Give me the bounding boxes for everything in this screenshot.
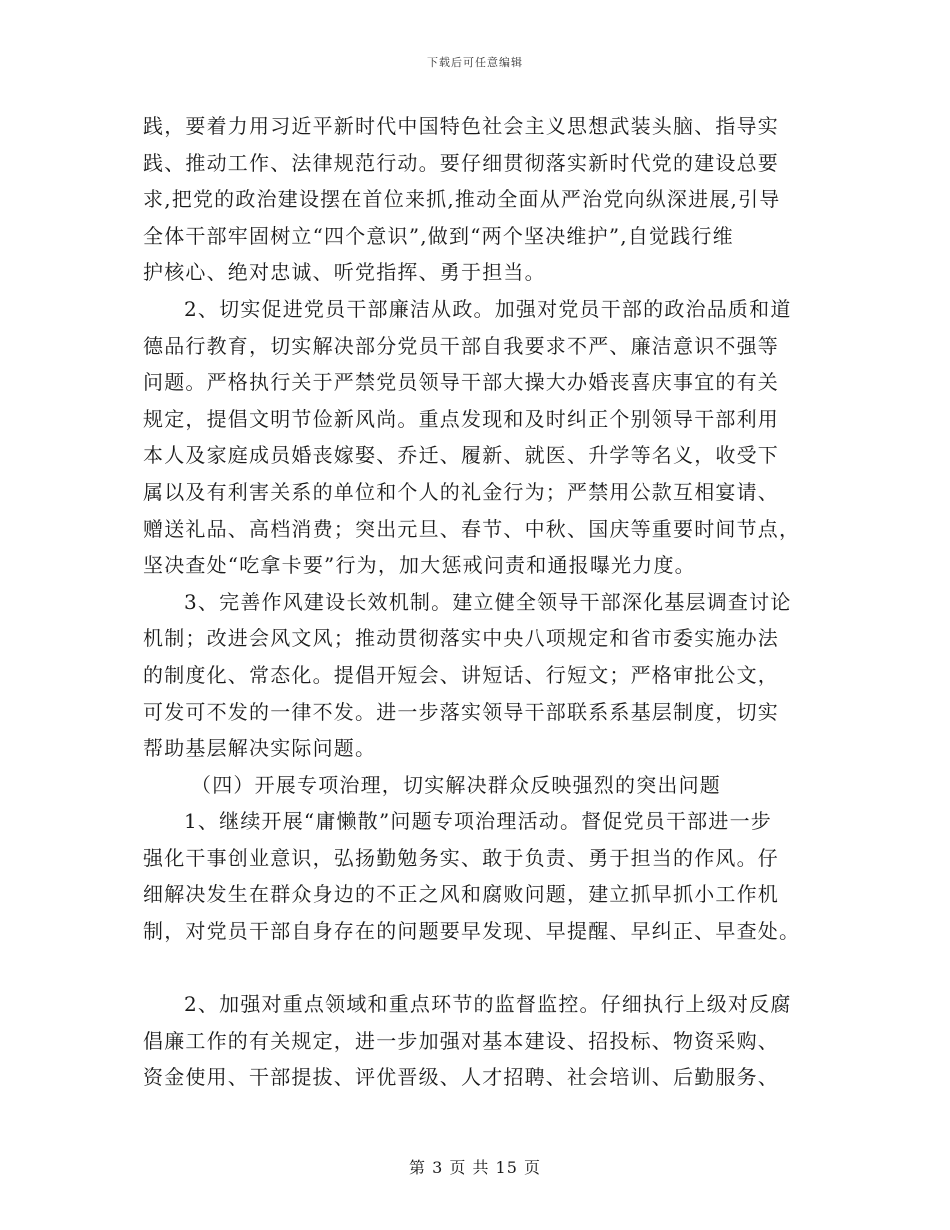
page-number: 第 3 页 共 15 页 (409, 1158, 541, 1177)
text-line: 赠送礼品、高档消费；突出元旦、春节、中秋、国庆等重要时间节点， (143, 516, 801, 541)
document-body (143, 108, 813, 1096)
text-line: 践、推动工作、法律规范行动。要仔细贯彻落实新时代党的建设总要 (143, 150, 779, 175)
text-line: 坚决查处“吃拿卡要”行为，加大惩戒问责和通报曝光力度。 (143, 553, 696, 578)
text-line: 护核心、绝对忠诚、听党指挥、勇于担当。 (143, 260, 546, 285)
text-line: 可发可不发的一律不发。进一步落实领导干部联系系基层制度，切实 (143, 699, 779, 724)
blank-line (143, 950, 813, 987)
text-line: 资金使用、干部提拔、评优晋级、人才招聘、社会培训、后勤服务、 (143, 1065, 779, 1090)
text-line: 帮助基层解决实际问题。 (143, 736, 377, 761)
text-line: 属以及有利害关系的单位和个人的礼金行为；严禁用公款互相宴请、 (143, 479, 779, 504)
text-line: 践，要着力用习近平新时代中国特色社会主义思想武装头脑、指导实 (143, 114, 779, 138)
text-line: 规定，提倡文明节俭新风尚。重点发现和及时纠正个别领导干部利用 (143, 406, 779, 431)
paragraph-start: 3、完善作风建设长效机制。建立健全领导干部深化基层调查讨论 (184, 589, 792, 614)
text-line: 强化干事创业意识，弘扬勤勉务实、敢于负责、勇于担当的作风。仔 (143, 845, 779, 870)
section-heading: （四）开展专项治理，切实解决群众反映强烈的突出问题 (191, 772, 721, 797)
text-line: 问题。严格执行关于严禁党员领导干部大操大办婚丧喜庆事宜的有关 (143, 370, 779, 395)
text-line: 机制；改进会风文风；推动贯彻落实中央八项规定和省市委实施办法 (143, 626, 779, 651)
text-line: 细解决发生在群众身边的不正之风和腐败问题，建立抓早抓小工作机 (143, 882, 779, 907)
paragraph-start: 2、加强对重点领域和重点环节的监督监控。仔细执行上级对反腐 (184, 992, 792, 1017)
text-line: 德品行教育，切实解决部分党员干部自我要求不严、廉洁意识不强等 (143, 333, 779, 358)
text-line: 倡廉工作的有关规定，进一步加强对基本建设、招投标、物资采购、 (143, 1028, 779, 1053)
page-header: 下载后可任意编辑 (427, 56, 523, 69)
text-line: 求,把党的政治建设摆在首位来抓,推动全面从严治党向纵深进展,引导 (143, 187, 781, 212)
text-line: 制，对党员干部自身存在的问题要早发现、早提醒、早纠正、早查处。 (143, 919, 801, 944)
text-line: 全体干部牢固树立“四个意识”,做到“两个坚决维护”,自觉践行维 (143, 223, 734, 248)
text-line: 的制度化、常态化。提倡开短会、讲短话、行短文；严格审批公文， (143, 662, 779, 687)
paragraph-start: 2、切实促进党员干部廉洁从政。加强对党员干部的政治品质和道 (184, 296, 792, 321)
paragraph-start: 1、继续开展“庸懒散”问题专项治理活动。督促党员干部进一步 (184, 809, 772, 834)
text-line: 本人及家庭成员婚丧嫁娶、乔迁、履新、就医、升学等名义，收受下 (143, 443, 779, 468)
